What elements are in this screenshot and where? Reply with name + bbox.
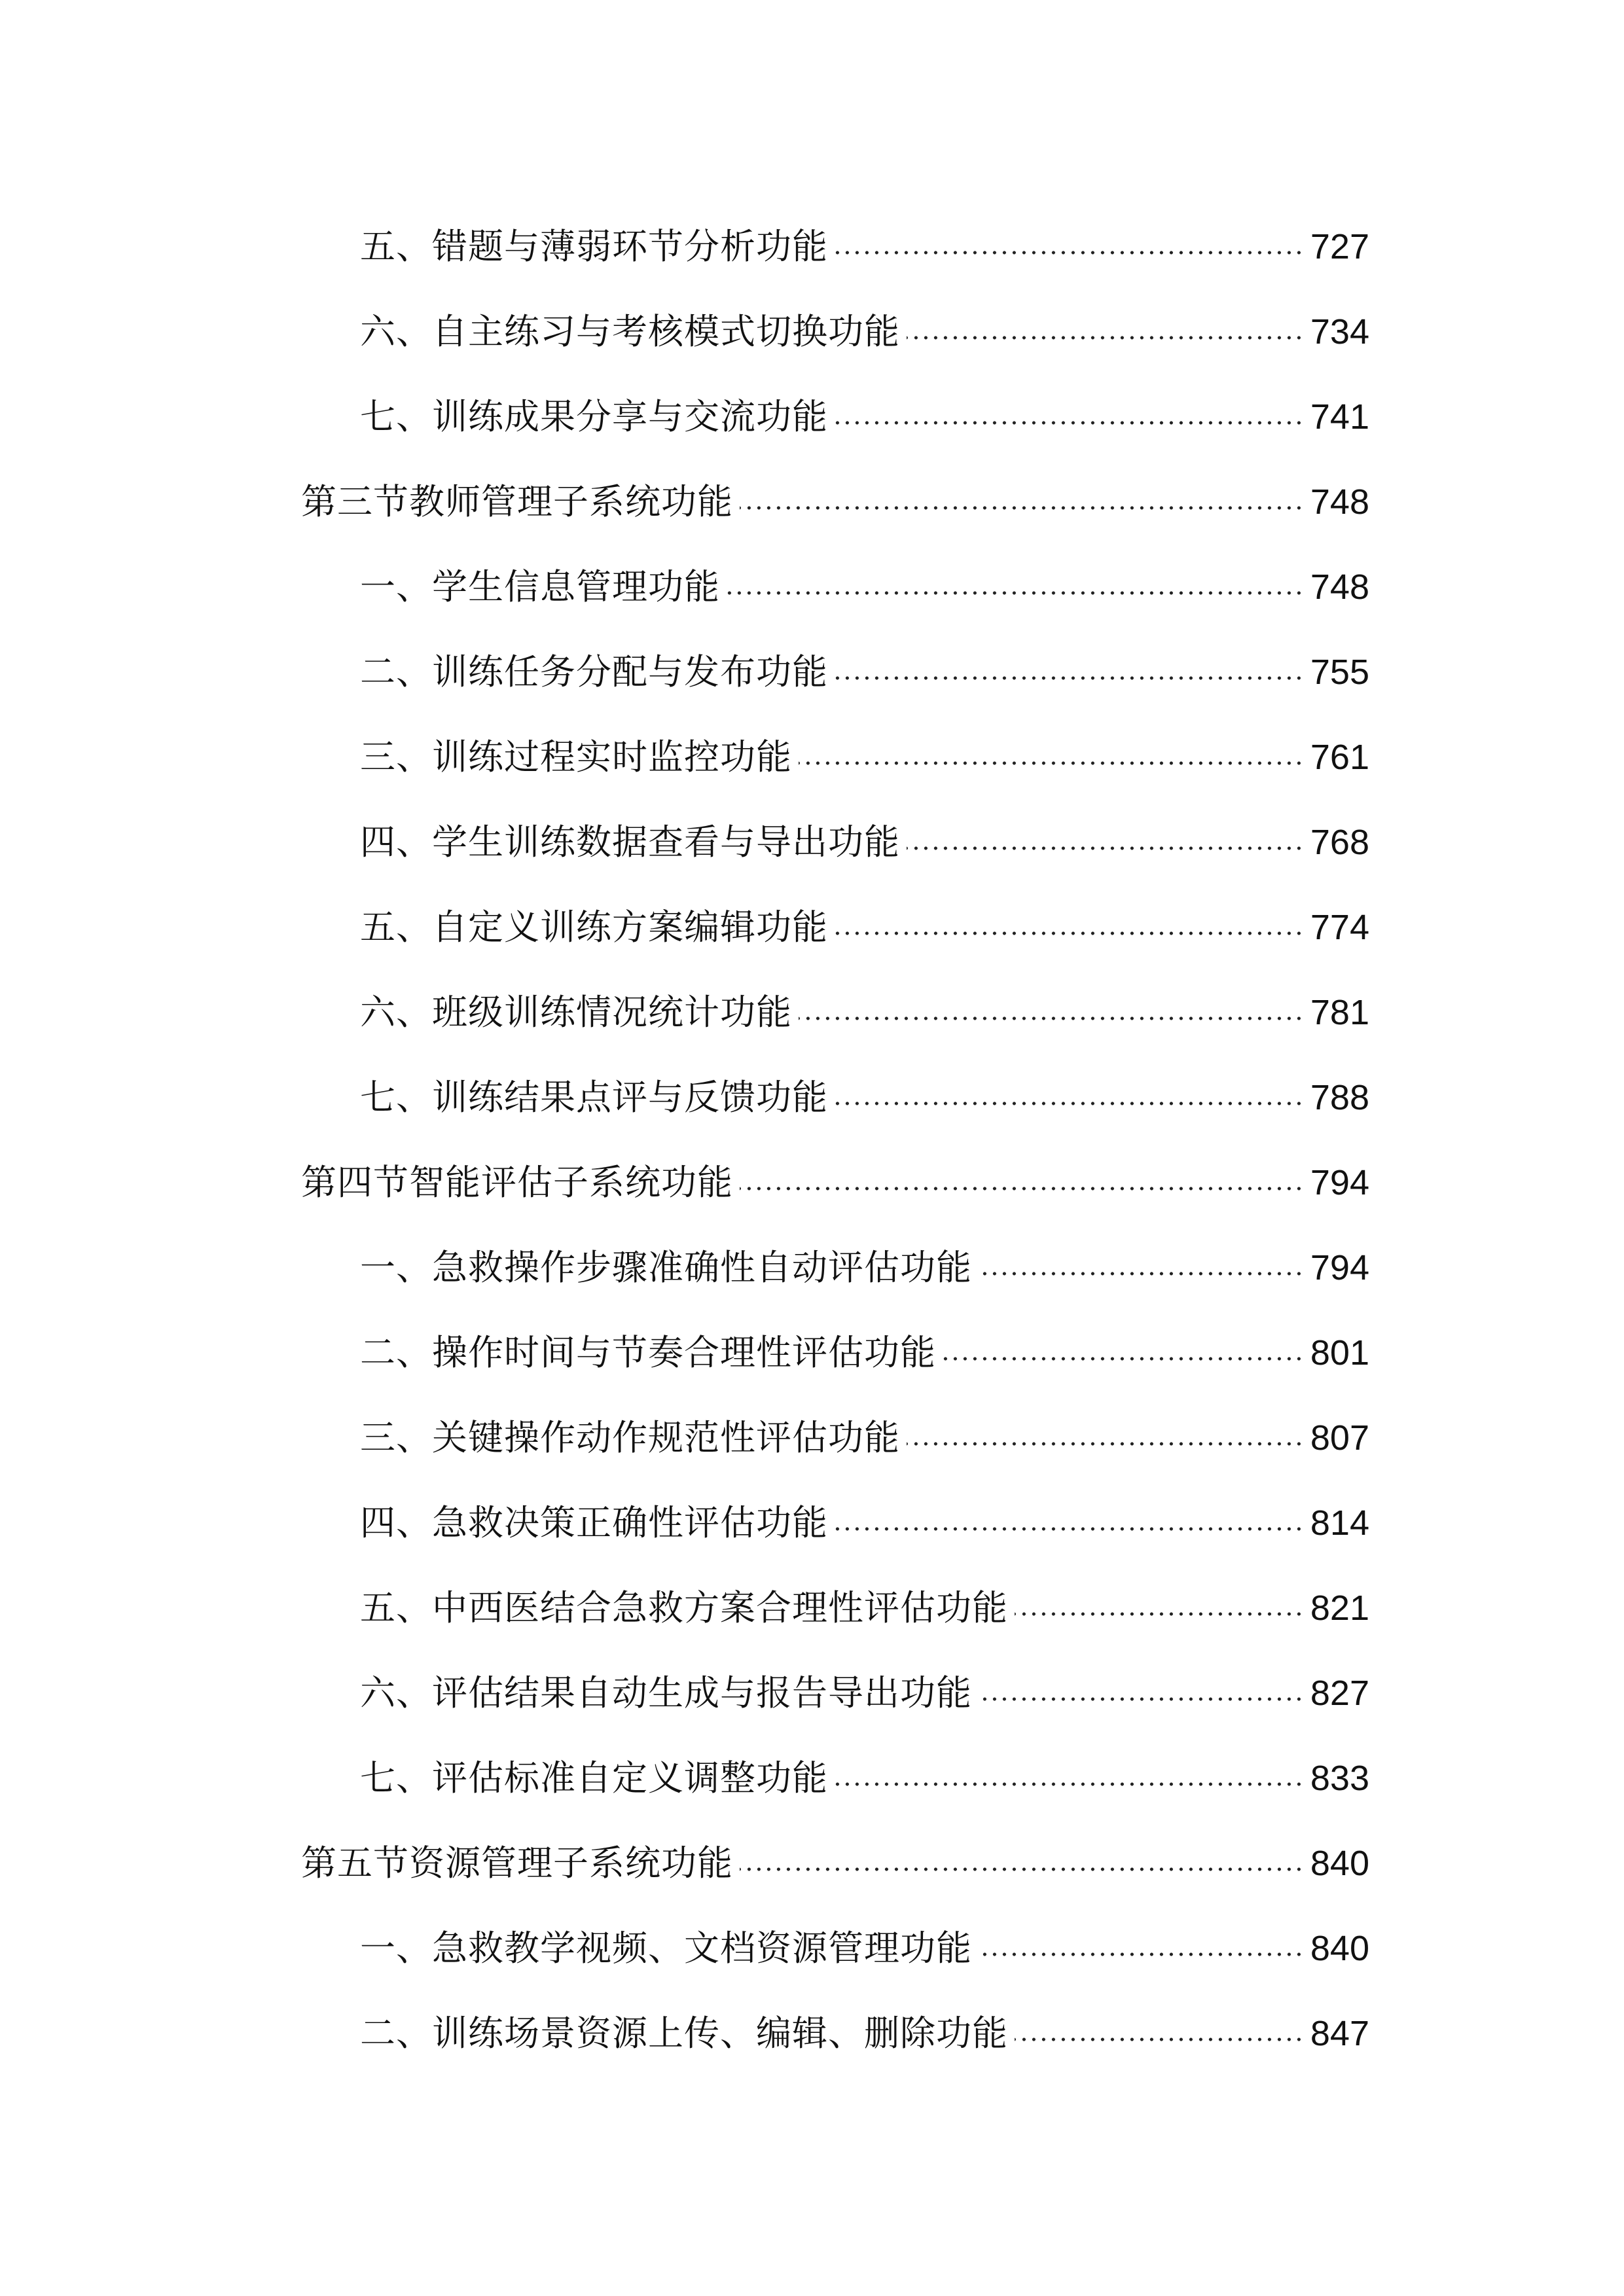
dot-leader [740, 1867, 1304, 1872]
toc-entry-page: 807 [1310, 1418, 1369, 1458]
toc-entry[interactable] [360, 208, 1369, 271]
dot-leader [799, 761, 1304, 766]
dot-leader [740, 505, 1304, 511]
dot-leader [1015, 2037, 1304, 2042]
dot-leader [835, 250, 1304, 255]
dot-leader [907, 1441, 1304, 1446]
toc-entry-page: 741 [1310, 397, 1369, 437]
toc-entry[interactable] [360, 293, 1369, 356]
toc-entry-page: 794 [1310, 1163, 1369, 1202]
toc-entry-page: 833 [1310, 1759, 1369, 1798]
toc-entry-page: 814 [1310, 1503, 1369, 1543]
toc-entry-title: 二、训练场景资源上传、编辑、删除功能 [360, 2013, 1008, 2054]
dot-leader [799, 1016, 1304, 1021]
toc-entry[interactable] [360, 1570, 1369, 1632]
toc-entry-title: 三、关键操作动作规范性评估功能 [360, 1417, 900, 1458]
toc-entry-page: 801 [1310, 1333, 1369, 1372]
dot-leader [835, 1101, 1304, 1106]
toc-entry-page: 734 [1310, 312, 1369, 351]
toc-entry[interactable] [360, 1910, 1369, 1973]
toc-entry-page: 727 [1310, 227, 1369, 266]
toc-entry-title: 一、急救操作步骤准确性自动评估功能 [360, 1247, 972, 1288]
dot-leader [979, 1271, 1304, 1276]
toc-entry-page: 840 [1310, 1844, 1369, 1883]
toc-entry-title: 七、训练结果点评与反馈功能 [360, 1077, 828, 1118]
toc-entry[interactable] [360, 889, 1369, 952]
toc-entry-title: 五、错题与薄弱环节分析功能 [360, 226, 828, 267]
toc-entry-title: 四、急救决策正确性评估功能 [360, 1502, 828, 1543]
dot-leader [979, 1952, 1304, 1957]
toc-entry[interactable] [360, 634, 1369, 696]
toc-entry[interactable] [360, 1655, 1369, 1717]
dot-leader [727, 590, 1304, 596]
toc-entry-title: 七、训练成果分享与交流功能 [360, 396, 828, 437]
dot-leader [907, 335, 1304, 340]
toc-entry-page: 748 [1310, 482, 1369, 522]
toc-entry-page: 827 [1310, 1674, 1369, 1713]
toc-entry-title: 六、班级训练情况统计功能 [360, 992, 792, 1033]
toc-entry[interactable] [360, 1059, 1369, 1122]
toc-entry-title: 一、学生信息管理功能 [360, 566, 720, 607]
toc-entry-page: 821 [1310, 1588, 1369, 1628]
toc-entry-title: 二、训练任务分配与发布功能 [360, 651, 828, 692]
toc-entry[interactable] [360, 974, 1369, 1037]
toc-entry[interactable] [360, 719, 1369, 781]
dot-leader [979, 1696, 1304, 1702]
toc-section-entry[interactable] [301, 463, 1369, 526]
toc-entry-title: 四、学生训练数据查看与导出功能 [360, 821, 900, 863]
toc-entry[interactable] [360, 1740, 1369, 1803]
toc-entry[interactable] [360, 548, 1369, 611]
toc-entry-page: 755 [1310, 653, 1369, 692]
toc-entry[interactable] [360, 1399, 1369, 1462]
toc-section-entry[interactable] [301, 1825, 1369, 1888]
toc-entry-page: 840 [1310, 1929, 1369, 1968]
toc-entry[interactable] [360, 1314, 1369, 1377]
dot-leader [907, 846, 1304, 851]
toc-entry-title: 一、急救教学视频、文档资源管理功能 [360, 1928, 972, 1969]
toc-section-entry[interactable] [301, 1144, 1369, 1207]
toc-entry-title: 六、自主练习与考核模式切换功能 [360, 311, 900, 352]
dot-leader [835, 931, 1304, 936]
toc-entry-page: 748 [1310, 567, 1369, 607]
dot-leader [740, 1186, 1304, 1191]
dot-leader [835, 420, 1304, 425]
toc-entry-title: 五、自定义训练方案编辑功能 [360, 906, 828, 948]
dot-leader [835, 675, 1304, 681]
toc-entry-title: 六、评估结果自动生成与报告导出功能 [360, 1672, 972, 1713]
toc-entry[interactable] [360, 1229, 1369, 1292]
toc-entry-title: 第五节资源管理子系统功能 [301, 1842, 733, 1884]
toc-entry-page: 774 [1310, 908, 1369, 947]
toc-entry-page: 788 [1310, 1078, 1369, 1117]
toc-entry-title: 第四节智能评估子系统功能 [301, 1162, 733, 1203]
dot-leader [1015, 1611, 1304, 1617]
toc-entry[interactable] [360, 804, 1369, 867]
toc-entry-title: 第三节教师管理子系统功能 [301, 481, 733, 522]
toc-entry-title: 三、训练过程实时监控功能 [360, 736, 792, 778]
toc-entry-page: 761 [1310, 738, 1369, 777]
dot-leader [943, 1356, 1304, 1361]
toc-entry-page: 847 [1310, 2014, 1369, 2053]
dot-leader [835, 1782, 1304, 1787]
toc-entry[interactable] [360, 378, 1369, 441]
toc-entry-title: 七、评估标准自定义调整功能 [360, 1757, 828, 1799]
toc-entry[interactable] [360, 1995, 1369, 2058]
toc-entry-page: 794 [1310, 1248, 1369, 1287]
toc-entry-page: 768 [1310, 823, 1369, 862]
toc-entry-page: 781 [1310, 993, 1369, 1032]
toc-entry-title: 二、操作时间与节奏合理性评估功能 [360, 1332, 936, 1373]
toc-entry[interactable] [360, 1484, 1369, 1547]
toc-entry-title: 五、中西医结合急救方案合理性评估功能 [360, 1587, 1008, 1628]
dot-leader [835, 1526, 1304, 1532]
